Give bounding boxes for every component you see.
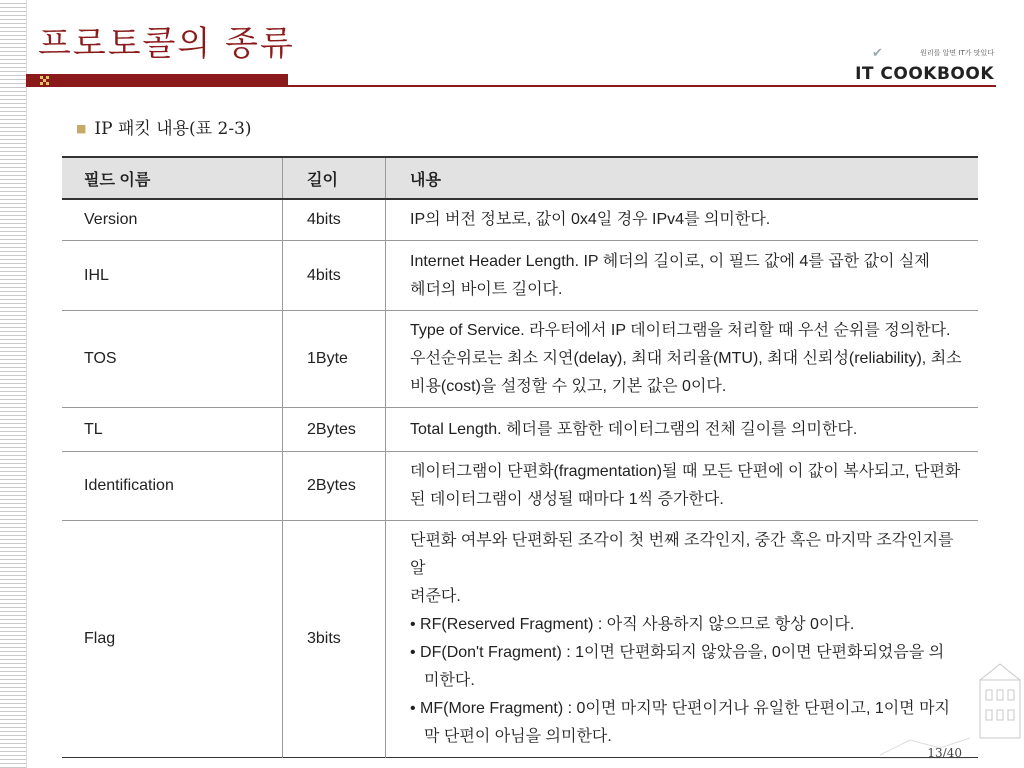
content-line: Internet Header Length. IP 헤더의 길이로, 이 필드 값에 4를 곱한 값이 실제 [410,252,930,270]
table-row [62,199,978,241]
content-cell [386,408,979,452]
length-cell: 2Bytes [283,408,386,452]
field-name-cell: IHL [84,266,109,284]
left-margin-decoration [0,0,27,768]
square-bullet-icon: ■ [76,122,87,135]
content-cell [386,241,979,311]
table-row [62,311,978,408]
ip-packet-fields-table [62,156,978,758]
table-row [62,241,978,311]
flag-bullet-mf-cont: 막 단편이 아님을 의미한다. [424,728,612,745]
section-heading-text: IP 패킷 내용(표 2-3) [94,119,252,139]
logo-tagline: 원리를 알면 IT가 맛있다 [920,49,994,57]
field-name-cell: Version [84,211,138,228]
flag-bullet-df: • DF(Don't Fragment) : 1이면 단편화되지 않았음을, 0이면 단편화되었음을 의 [410,644,945,661]
content-line: 비용(cost)을 설정할 수 있고, 기본 값은 0이다. [410,378,727,395]
table-row [62,452,978,521]
flag-bullet-mf: • MF(More Fragment) : 0이면 마지막 단편이거나 유일한 단편이고, 1이면 마지 [410,700,950,717]
content-cell [386,452,979,521]
header-field-name: 필드 이름 [84,171,151,189]
length-cell: 2Bytes [283,452,386,521]
flag-bullet-df-cont: 미한다. [424,672,475,689]
content-line: Type of Service. 라우터에서 IP 데이터그램을 처리할 때 우선 순위를 정의한다. [410,322,951,339]
header-content: 내용 [386,157,979,199]
content-line: 단편화 여부와 단편화된 조각이 첫 번째 조각인지, 중간 혹은 마지막 조각인지를 알 [410,532,954,577]
it-cookbook-logo [855,46,994,88]
building-illustration [976,660,1024,740]
content-line: Total Length. 헤더를 포함한 데이터그램의 전체 길이를 의미한다. [410,420,858,438]
content-line: 우선순위로는 최소 지연(delay), 최대 처리율(MTU), 최대 신뢰성(reliability), 최소 [410,350,962,367]
table-header-row [62,157,978,199]
title-accent-bar [26,74,288,87]
field-name-cell: Identification [84,477,174,494]
length-cell: 4bits [283,241,386,311]
length-cell: 1Byte [283,311,386,408]
table-row [62,521,978,758]
content-cell [386,311,979,408]
content-line: 헤더의 바이트 길이다. [410,280,563,298]
flag-bullet-rf: • RF(Reserved Fragment) : 아직 사용하지 않으므로 항상 0이다. [410,616,855,633]
field-name-cell: Flag [84,630,116,647]
logo-wordmark: IT COOKBOOK [855,64,994,84]
table-row [62,408,978,452]
content-line: 된 데이터그램이 생성될 때마다 1씩 증가한다. [410,491,724,508]
content-cell [386,521,979,758]
length-cell: 4bits [283,199,386,241]
section-heading [76,114,252,139]
header-length: 길이 [283,157,386,199]
checkmark-icon: ✔ [872,46,883,61]
page-number: 13/40 [927,746,962,760]
content-line: IP의 버전 정보로, 값이 0x4일 경우 IPv4를 의미한다. [410,211,771,228]
slide-title: 프로토콜의 종류 [38,24,295,64]
field-name-cell: TOS [84,350,117,367]
content-cell [386,199,979,241]
field-name-cell: TL [84,420,103,438]
title-bar-ornament [40,76,50,86]
length-cell: 3bits [283,521,386,758]
content-line: 데이터그램이 단편화(fragmentation)될 때 모든 단편에 이 값이 복사되고, 단편화 [410,463,961,480]
content-line: 려준다. [410,588,461,605]
